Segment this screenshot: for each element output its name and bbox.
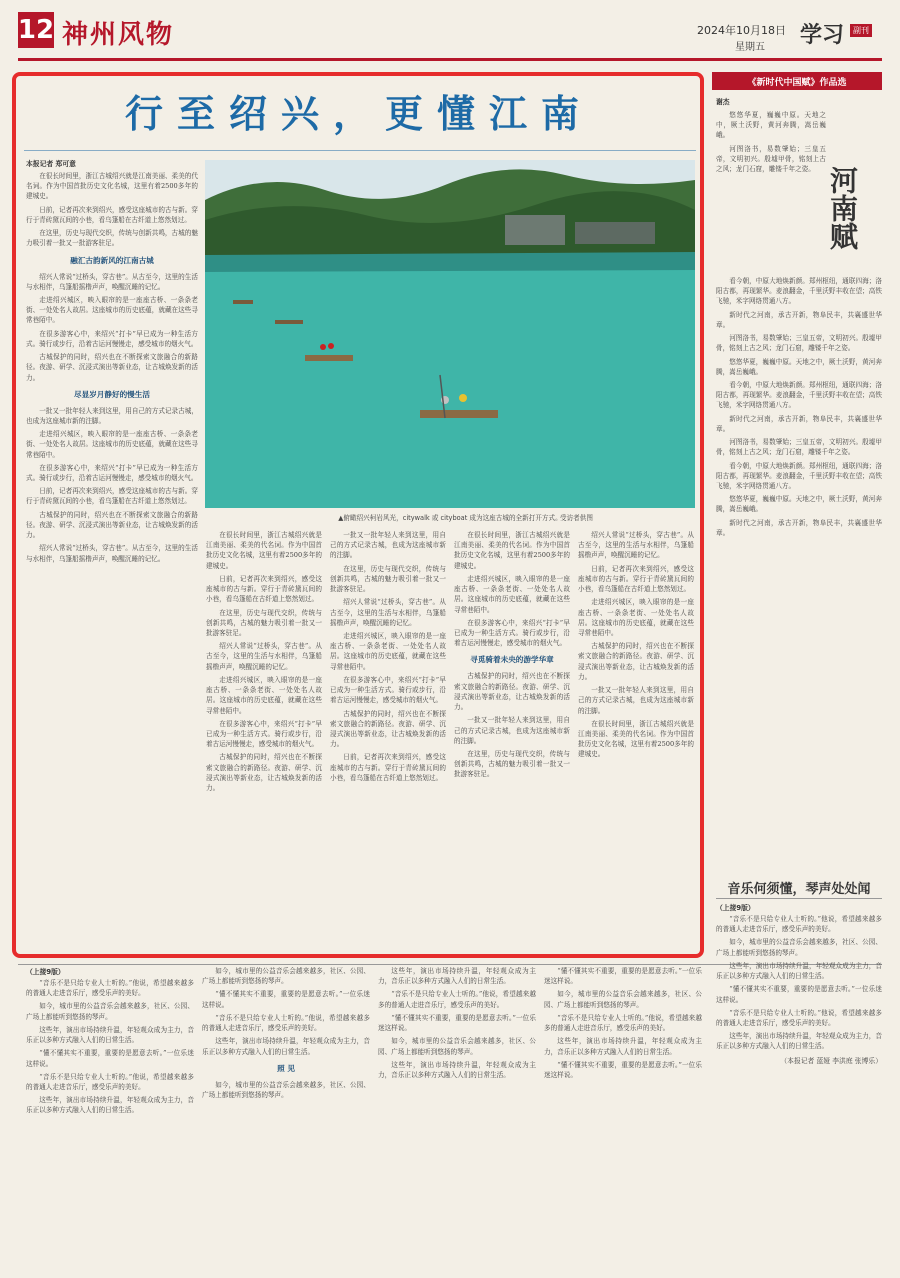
side-paragraph: 河图洛书，易数肇始；三皇五帝，文明初兴。殷墟甲骨，铭刻上古之风；龙门石窟，雕镂千年之姿。 — [716, 334, 882, 353]
photo-caption: ▲俯瞰绍兴柯岩风光，citywalk 或 cityboat 成为这座古城的全新打开方式。 — [338, 514, 562, 522]
article-highlight-frame — [12, 72, 704, 958]
article-paragraph: 古城保护的同时，绍兴也在不断探索文旅融合的新路径。夜游、研学、沉浸式演出等新业态，让古城焕发新的活力。 — [26, 353, 198, 382]
side-paragraph: 河图洛书，易数肇始；三皇五帝，文明初兴。殷墟甲骨，铭刻上古之风；龙门石窟，雕镂千年之姿。 — [716, 144, 826, 174]
side-feature-intro — [716, 110, 826, 272]
bottom-paragraph: “懂不懂其实不重要，重要的是愿意去听。”一位乐迷这样说。 — [26, 1049, 194, 1068]
article-paragraph: 走进绍兴城区，映入眼帘的是一座座古桥、一条条老街、一处处名人故居。这座城市的历史底蕴，就藏在这些寻常巷陌中。 — [26, 430, 198, 459]
side-paragraph: 新时代之河南，承古开新，物阜民丰，共襄盛世华章。 — [716, 414, 882, 433]
side-feature-title: 河南赋 — [826, 166, 859, 250]
masthead-badge: 副刊 — [850, 24, 872, 37]
article-paragraph: 古城保护的同时，绍兴也在不断探索文旅融合的新路径。夜游、研学、沉浸式演出等新业态，让古城焕发新的活力。 — [330, 709, 446, 749]
music-article-title: 音乐何须懂，琴声处处闻 — [727, 882, 871, 897]
article-subhead-2: 尽显岁月静好的慢生活 — [74, 389, 150, 399]
music-rule — [716, 898, 882, 899]
bottom-paragraph: 这些年，演出市场持续升温，年轻观众成为主力，音乐正以多种方式融入人们的日常生活。 — [26, 1096, 194, 1115]
article-paragraph: 在很多游客心中，来绍兴“打卡”早已成为一种生活方式。骑行或步行，沿着古运河慢慢走，感受城市的烟火气。 — [26, 329, 198, 348]
article-subhead-1: 融汇古韵新风的江南古城 — [70, 255, 154, 265]
music-paragraph: “音乐不是只给专业人士听的。”他说，希望越来越多的普通人走进音乐厅，感受乐声的美好。 — [716, 1008, 882, 1027]
bottom-paragraph: 这些年，演出市场持续升温，年轻观众成为主力，音乐正以多种方式融入人们的日常生活。 — [26, 1025, 194, 1045]
side-feature-banner: 《新时代中国赋》作品选 — [712, 72, 882, 90]
music-continued-label: （上接9版） — [716, 904, 755, 912]
music-paragraph: 这些年，演出市场持续升温，年轻观众成为主力，音乐正以多种方式融入人们的日常生活。 — [716, 961, 882, 981]
article-paragraph: 日前，记者再次来到绍兴，感受这座城市的古与新。穿行于青砖黛瓦间的小巷，看乌篷船在古纤道上悠然划过。 — [578, 564, 694, 594]
article-paragraph: 日前，记者再次来到绍兴，感受这座城市的古与新。穿行于青砖黛瓦间的小巷，看乌篷船在古纤道上悠然划过。 — [330, 753, 446, 782]
bottom-paragraph: 如今，城市里的公益音乐会越来越多，社区、公园、广场上都能听到悠扬的琴声。 — [378, 1037, 536, 1056]
article-paragraph: 古城保护的同时，绍兴也在不断探索文旅融合的新路径。夜游、研学、沉浸式演出等新业态，让古城焕发新的活力。 — [206, 753, 322, 793]
music-article-body — [716, 902, 882, 1262]
article-title: 行至绍兴，更懂江南 — [124, 91, 593, 136]
article-paragraph: 在很多游客心中，来绍兴“打卡”早已成为一种生活方式。骑行或步行，沿着古运河慢慢走，感受城市的烟火气。 — [454, 618, 570, 648]
bottom-paragraph: 这些年，演出市场持续升温，年轻观众成为主力，音乐正以多种方式融入人们的日常生活。 — [378, 1060, 536, 1079]
article-paragraph: 走进绍兴城区，映入眼帘的是一座座古桥、一条条老街、一处处名人故居。这座城市的历史底蕴，就藏在这些寻常巷陌中。 — [26, 295, 198, 325]
article-paragraph: 日前，记者再次来到绍兴，感受这座城市的古与新。穿行于青砖黛瓦间的小巷，看乌篷船在古纤道上悠然划过。 — [26, 487, 198, 506]
side-paragraph: 看今朝，中原大地焕新颜。郑州枢纽，通联四海；洛阳古都，再现繁华。麦浪翻金，千里沃野丰收在望；高铁飞驰，米字网络贯通八方。 — [716, 461, 882, 490]
bottom-paragraph: 如今，城市里的公益音乐会越来越多，社区、公园、广场上都能听到悠扬的琴声。 — [202, 1080, 370, 1099]
bottom-paragraph: “懂不懂其实不重要，重要的是愿意去听。”一位乐迷这样说。 — [378, 1013, 536, 1033]
article-paragraph: 绍兴人常说“过桥头，穿古巷”。从古至今，这里的生活与水相伴，乌篷船摇橹声声，唤醒沉睡的记忆。 — [26, 272, 198, 291]
continued-label: （上接9版） — [26, 968, 65, 976]
article-paragraph: 古城保护的同时，绍兴也在不断探索文旅融合的新路径。夜游、研学、沉浸式演出等新业态，让古城焕发新的活力。 — [454, 672, 570, 712]
side-paragraph: 新时代之河南，承古开新，物阜民丰，共襄盛世华章。 — [716, 310, 882, 329]
header-rule — [18, 58, 882, 61]
article-paragraph: 走进绍兴城区，映入眼帘的是一座座古桥、一条条老街、一处处名人故居。这座城市的历史底蕴，就藏在这些寻常巷陌中。 — [330, 631, 446, 671]
article-paragraph: 在很长时间里，浙江古城绍兴就是江南美丽、柔美的代名词。作为中国首批历史文化名城，这里有着2500多年的建城史。 — [454, 531, 570, 570]
bottom-column-4 — [544, 966, 702, 1268]
bottom-paragraph: “懂不懂其实不重要，重要的是愿意去听。”一位乐迷这样说。 — [544, 967, 702, 986]
bottom-column-1 — [26, 966, 194, 1268]
article-paragraph: 在这里，历史与现代交织，传统与创新共鸣，古城的魅力吸引着一批又一批游客驻足。 — [26, 229, 198, 248]
article-paragraph: 绍兴人常说“过桥头，穿古巷”。从古至今，这里的生活与水相伴，乌篷船摇橹声声，唤醒沉睡的记忆。 — [330, 598, 446, 627]
bottom-paragraph: 如今，城市里的公益音乐会越来越多，社区、公园、广场上都能听到悠扬的琴声。 — [544, 990, 702, 1009]
music-paragraph: “音乐不是只给专业人士听的。”他说，希望越来越多的普通人走进音乐厅，感受乐声的美好。 — [716, 915, 882, 934]
bottom-paragraph: 如今，城市里的公益音乐会越来越多，社区、公园、广场上都能听到悠扬的琴声。 — [202, 967, 370, 986]
issue-date: 2024年10月18日 — [697, 24, 786, 37]
music-paragraph: “懂不懂其实不重要，重要的是愿意去听。”一位乐迷这样说。 — [716, 985, 882, 1004]
photo-credit: 受访者供图 — [560, 514, 593, 522]
article-paragraph: 古城保护的同时，绍兴也在不断探索文旅融合的新路径。夜游、研学、沉浸式演出等新业态，让古城焕发新的活力。 — [26, 510, 198, 540]
bottom-paragraph: “懂不懂其实不重要，重要的是愿意去听。”一位乐迷这样说。 — [202, 990, 370, 1009]
article-paragraph: 在这里，历史与现代交织，传统与创新共鸣，古城的魅力吸引着一批又一批游客驻足。 — [454, 749, 570, 779]
music-paragraph: 如今，城市里的公益音乐会越来越多，社区、公园、广场上都能听到悠扬的琴声。 — [716, 938, 882, 957]
issue-weekday: 星期五 — [735, 42, 765, 53]
bottom-paragraph: “懂不懂其实不重要，重要的是愿意去听。”一位乐迷这样说。 — [544, 1060, 702, 1079]
music-credit: （本报记者 蓝娅 李洪庭 张博乐） — [780, 1056, 882, 1065]
bottom-paragraph: 这些年，演出市场持续升温，年轻观众成为主力，音乐正以多种方式融入人们的日常生活。 — [378, 967, 536, 986]
bottom-paragraph: “音乐不是只给专业人士听的。”他说，希望越来越多的普通人走进音乐厅，感受乐声的美好。 — [26, 1072, 194, 1091]
bottom-paragraph: “音乐不是只给专业人士听的。”他说，希望越来越多的普通人走进音乐厅，感受乐声的美好。 — [202, 1013, 370, 1033]
page-number: 12 — [18, 12, 54, 48]
article-paragraph: 绍兴人常说“过桥头，穿古巷”。从古至今，这里的生活与水相伴，乌篷船摇橹声声，唤醒沉睡的记忆。 — [206, 642, 322, 671]
side-paragraph: 悠悠华夏，巍巍中原。天地之中，厥土沃野，黄河奔腾，嵩岳巍峨。 — [716, 495, 882, 514]
music-paragraph: 这些年，演出市场持续升温，年轻观众成为主力，音乐正以多种方式融入人们的日常生活。 — [716, 1032, 882, 1051]
side-paragraph: 悠悠华夏，巍巍中原。天地之中，厥土沃野，黄河奔腾，嵩岳巍峨。 — [716, 357, 882, 376]
bottom-paragraph: “音乐不是只给专业人士听的。”他说，希望越来越多的普通人走进音乐厅，感受乐声的美好。 — [26, 979, 194, 998]
article-paragraph: 在很长时间里，浙江古城绍兴就是江南美丽、柔美的代名词。作为中国首批历史文化名城，这里有着2500多年的建城史。 — [578, 719, 694, 759]
side-paragraph: 悠悠华夏，巍巍中原。天地之中，厥土沃野，黄河奔腾，嵩岳巍峨。 — [716, 111, 826, 140]
bottom-paragraph: 这些年，演出市场持续升温，年轻观众成为主力，音乐正以多种方式融入人们的日常生活。 — [202, 1037, 370, 1056]
article-paragraph: 一批又一批年轻人来到这里，用自己的方式记录古城，也成为这座城市新的注脚。 — [330, 531, 446, 560]
side-paragraph: 看今朝，中原大地焕新颜。郑州枢纽，通联四海；洛阳古都，再现繁华。麦浪翻金，千里沃野丰收在望；高铁飞驰，米字网络贯通八方。 — [716, 277, 882, 306]
side-feature-body — [716, 276, 882, 866]
article-paragraph: 在这里，历史与现代交织，传统与创新共鸣，古城的魅力吸引着一批又一批游客驻足。 — [206, 608, 322, 637]
article-paragraph: 绍兴人常说“过桥头，穿古巷”。从古至今，这里的生活与水相伴，乌篷船摇橹声声，唤醒沉睡的记忆。 — [26, 544, 198, 563]
article-paragraph: 古城保护的同时，绍兴也在不断探索文旅融合的新路径。夜游、研学、沉浸式演出等新业态，让古城焕发新的活力。 — [578, 642, 694, 681]
article-byline: 本报记者 郑可意 — [26, 160, 76, 168]
article-paragraph: 走进绍兴城区，映入眼帘的是一座座古桥、一条条老街、一处处名人故居。这座城市的历史底蕴，就藏在这些寻常巷陌中。 — [454, 574, 570, 614]
article-paragraph: 在很长时间里，浙江古城绍兴就是江南美丽、柔美的代名词。作为中国首批历史文化名城，这里有着2500多年的建城史。 — [206, 531, 322, 570]
article-paragraph: 在这里，历史与现代交织，传统与创新共鸣，古城的魅力吸引着一批又一批游客驻足。 — [330, 564, 446, 594]
side-paragraph: 新时代之河南，承古开新，物阜民丰，共襄盛世华章。 — [716, 518, 882, 537]
article-subhead-3: 寻觅骑着未央的游学华章 — [470, 655, 554, 665]
article-paragraph: 绍兴人常说“过桥头，穿古巷”。从古至今，这里的生活与水相伴，乌篷船摇橹声声，唤醒沉睡的记忆。 — [578, 531, 694, 560]
article-paragraph: 在很多游客心中，来绍兴“打卡”早已成为一种生活方式。骑行或步行，沿着古运河慢慢走，感受城市的烟火气。 — [330, 675, 446, 705]
article-paragraph: 在很长时间里，浙江古城绍兴就是江南美丽、柔美的代名词。作为中国首批历史文化名城，这里有着2500多年的建城史。 — [26, 172, 198, 201]
article-paragraph: 一批又一批年轻人来到这里，用自己的方式记录古城，也成为这座城市新的注脚。 — [578, 686, 694, 715]
article-paragraph: 在很多游客心中，来绍兴“打卡”早已成为一种生活方式。骑行或步行，沿着古运河慢慢走，感受城市的烟火气。 — [206, 719, 322, 749]
article-paragraph: 在很多游客心中，来绍兴“打卡”早已成为一种生活方式。骑行或步行，沿着古运河慢慢走，感受城市的烟火气。 — [26, 463, 198, 483]
article-paragraph: 一批又一批年轻人来到这里，用自己的方式记录古城，也成为这座城市新的注脚。 — [26, 406, 198, 425]
article-paragraph: 日前，记者再次来到绍兴，感受这座城市的古与新。穿行于青砖黛瓦间的小巷，看乌篷船在古纤道上悠然划过。 — [206, 574, 322, 604]
article-paragraph: 一批又一批年轻人来到这里，用自己的方式记录古城，也成为这座城市新的注脚。 — [454, 716, 570, 745]
bottom-column-3 — [378, 966, 536, 1268]
article-paragraph: 日前，记者再次来到绍兴，感受这座城市的古与新。穿行于青砖黛瓦间的小巷，看乌篷船在古纤道上悠然划过。 — [26, 205, 198, 224]
article-paragraph: 走进绍兴城区，映入眼帘的是一座座古桥、一条条老街、一处处名人故居。这座城市的历史底蕴，就藏在这些寻常巷陌中。 — [206, 675, 322, 715]
bottom-paragraph: 如今，城市里的公益音乐会越来越多，社区、公园、广场上都能听到悠扬的琴声。 — [26, 1002, 194, 1021]
bottom-column-2 — [202, 966, 370, 1268]
bottom-paragraph: “音乐不是只给专业人士听的。”他说，希望越来越多的普通人走进音乐厅，感受乐声的美好。 — [378, 990, 536, 1009]
article-paragraph: 走进绍兴城区，映入眼帘的是一座座古桥、一条条老街、一处处名人故居。这座城市的历史底蕴，就藏在这些寻常巷陌中。 — [578, 598, 694, 637]
masthead-logo: 学习 — [800, 22, 845, 48]
bottom-paragraph: “音乐不是只给专业人士听的。”他说，希望越来越多的普通人走进音乐厅，感受乐声的美好。 — [544, 1013, 702, 1033]
side-paragraph: 看今朝，中原大地焕新颜。郑州枢纽，通联四海；洛阳古都，再现繁华。麦浪翻金，千里沃野丰收在望；高铁飞驰，米字网络贯通八方。 — [716, 380, 882, 410]
side-paragraph: 河图洛书，易数肇始；三皇五帝，文明初兴。殷墟甲骨，铭刻上古之风；龙门石窟，雕镂千年之姿。 — [716, 438, 882, 457]
bottom-paragraph: 这些年，演出市场持续升温，年轻观众成为主力，音乐正以多种方式融入人们的日常生活。 — [544, 1037, 702, 1056]
section-title: 神州风物 — [62, 20, 175, 50]
bottom-subhead: 照 见 — [277, 1063, 295, 1073]
side-feature-author: 谢杰 — [716, 98, 730, 106]
